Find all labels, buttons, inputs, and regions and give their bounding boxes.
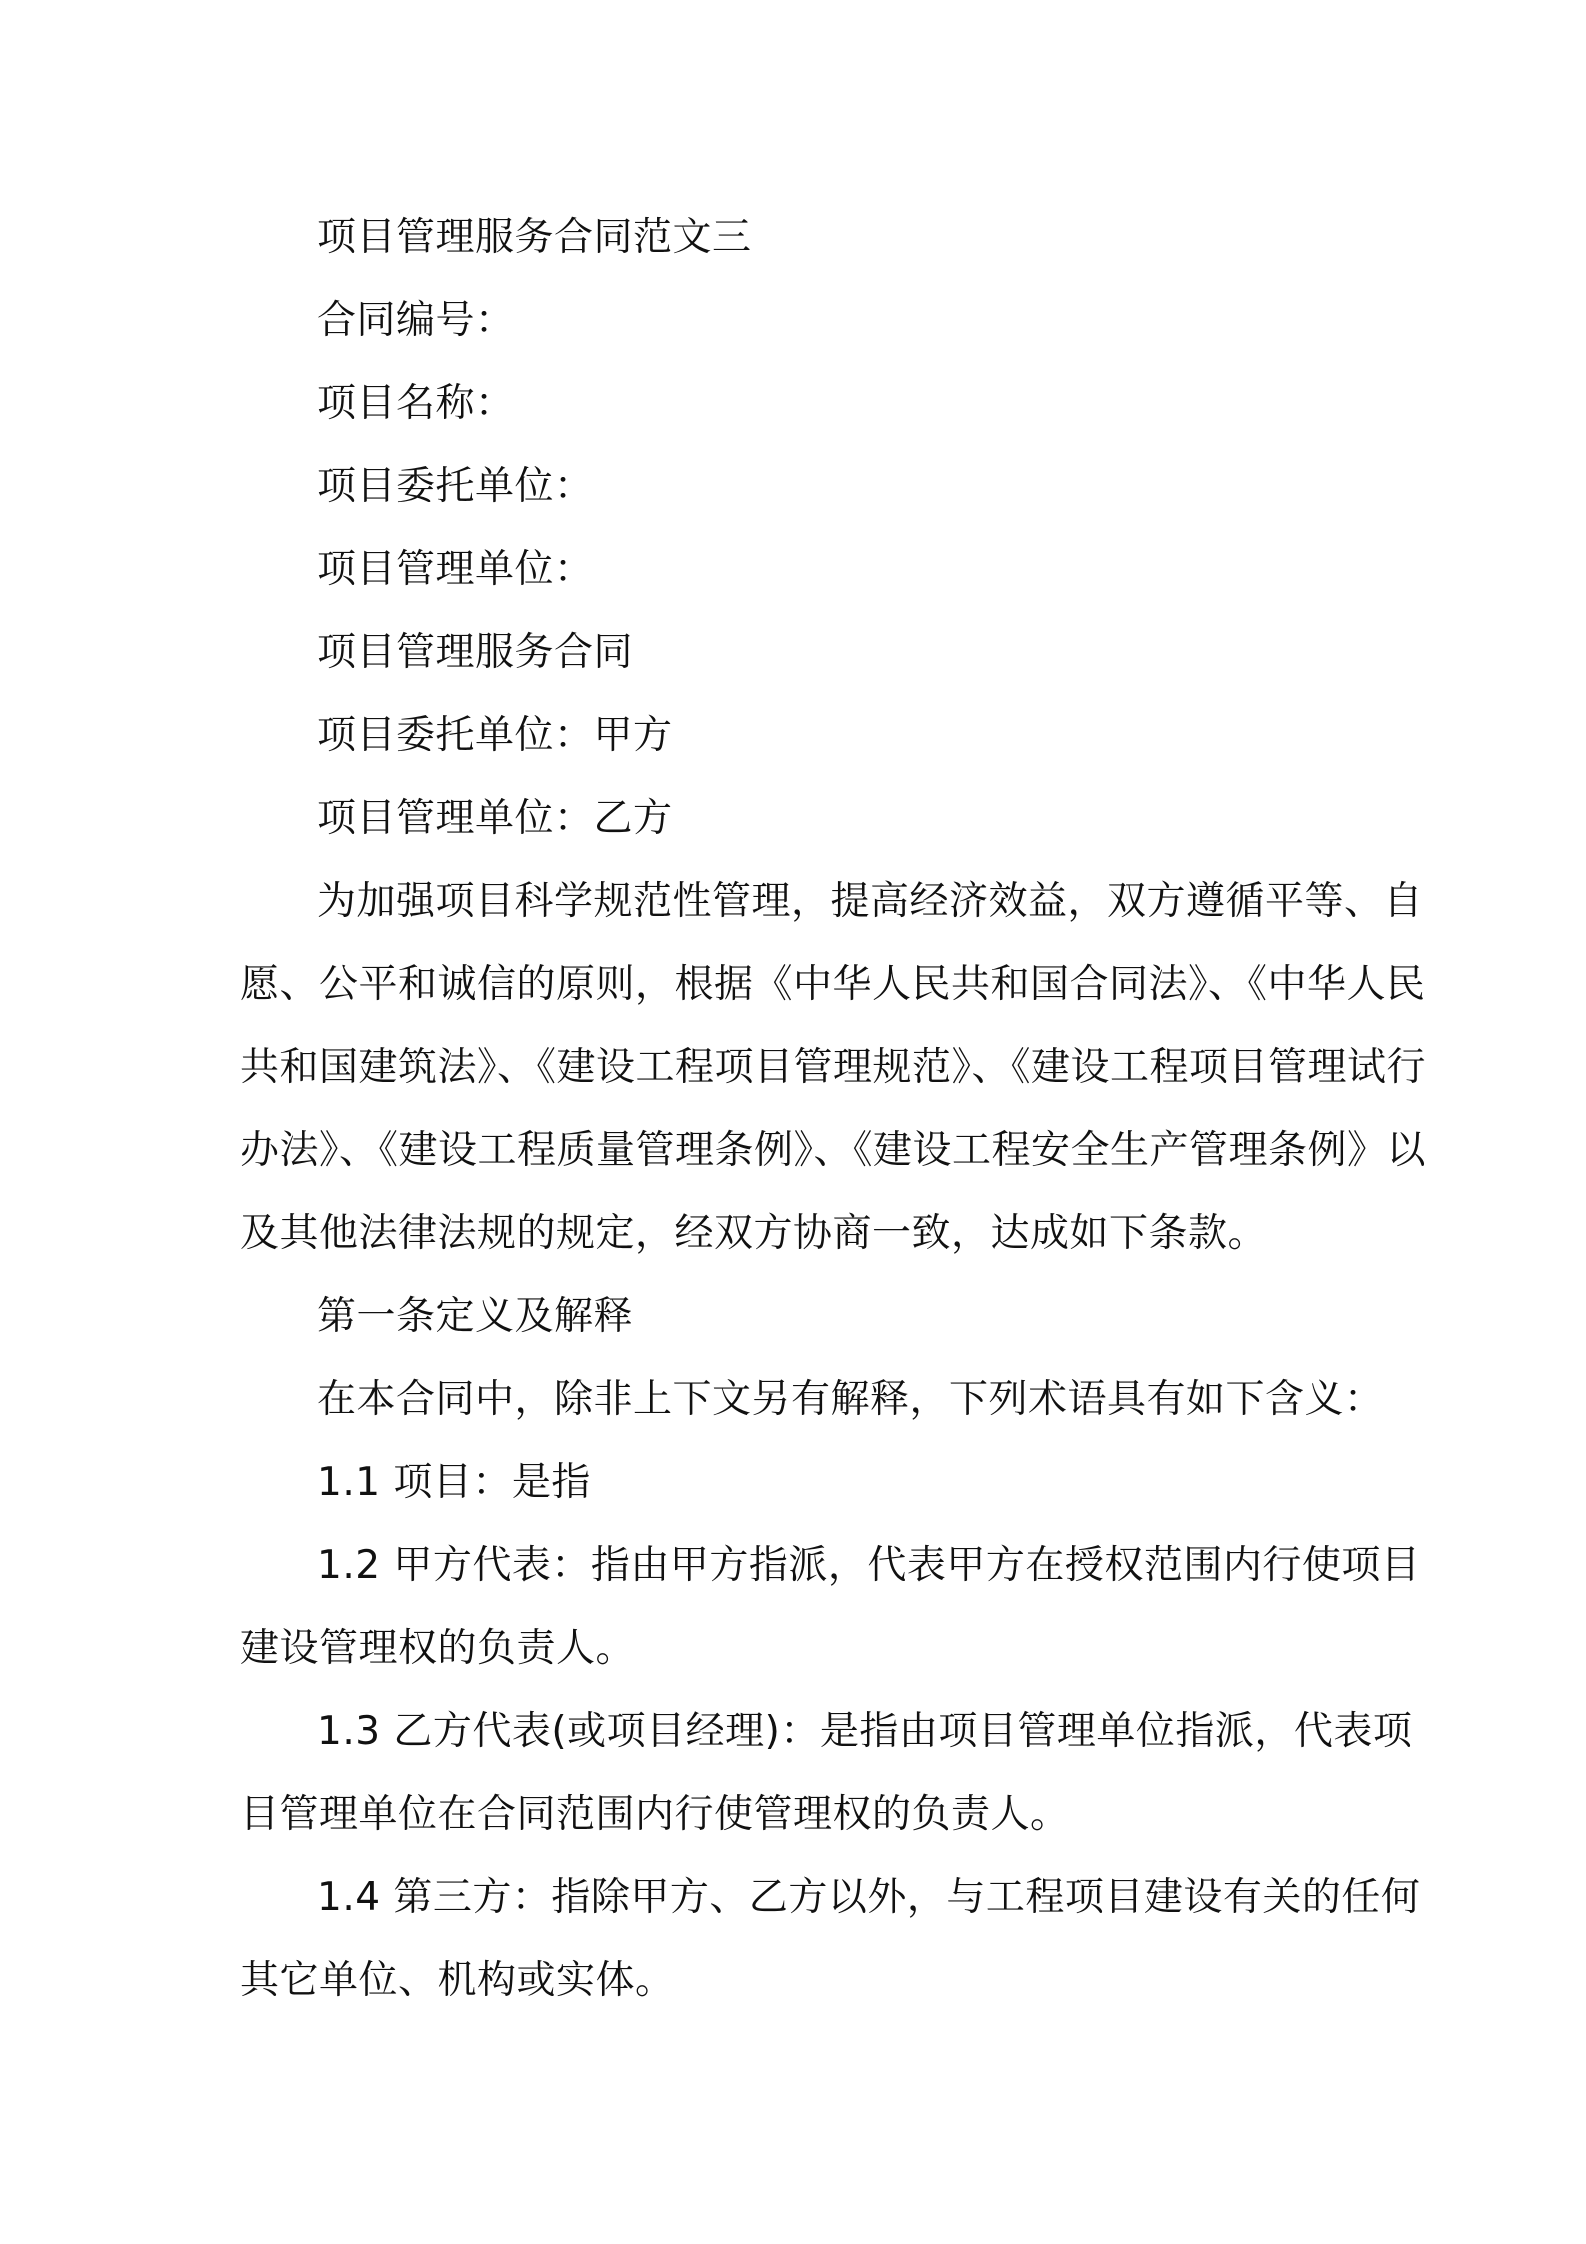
clause-1-1: 1.1 项目：是指 — [317, 1460, 591, 1505]
clause-1-4-line: 其它单位、机构或实体。 — [240, 1958, 675, 2003]
clause-1-3-line: 目管理单位在合同范围内行使管理权的负责人。 — [240, 1792, 1070, 1837]
clause-1-2-line: 建设管理权的负责人。 — [240, 1626, 636, 1671]
article-1-intro: 在本合同中，除非上下文另有解释，下列术语具有如下含义： — [317, 1377, 1384, 1422]
client-party-line: 项目委托单位：甲方 — [317, 713, 673, 758]
preamble-paragraph — [240, 860, 1427, 1275]
document-title: 项目管理服务合同范文三 — [317, 215, 752, 260]
client-unit-label: 项目委托单位： — [317, 464, 594, 509]
management-unit-label: 项目管理单位： — [317, 547, 594, 592]
clause-1-3-line: 1.3 乙方代表(或项目经理)：是指由项目管理单位指派，代表项 — [317, 1709, 1413, 1754]
clause-1-2-line: 1.2 甲方代表：指由甲方指派，代表甲方在授权范围内行使项目 — [317, 1543, 1421, 1588]
management-party-line: 项目管理单位：乙方 — [317, 796, 673, 841]
clause-1-4 — [240, 1856, 1421, 2022]
article-1-heading: 第一条定义及解释 — [317, 1294, 634, 1339]
contract-heading: 项目管理服务合同 — [317, 630, 634, 675]
preamble-line: 愿、公平和诚信的原则，根据《中华人民共和国合同法》、《中华人民 — [240, 962, 1426, 1007]
clause-1-3 — [240, 1690, 1413, 1856]
preamble-line: 为加强项目科学规范性管理，提高经济效益，双方遵循平等、自 — [317, 879, 1424, 924]
project-name-label: 项目名称： — [317, 381, 515, 426]
contract-number-label: 合同编号： — [317, 298, 515, 343]
document-body — [240, 196, 1427, 2022]
preamble-line: 办法》、《建设工程质量管理条例》、《建设工程安全生产管理条例》以 — [240, 1128, 1427, 1173]
preamble-line: 共和国建筑法》、《建设工程项目管理规范》、《建设工程项目管理试行 — [240, 1045, 1427, 1090]
clause-1-2 — [240, 1524, 1421, 1690]
clause-1-4-line: 1.4 第三方：指除甲方、乙方以外，与工程项目建设有关的任何 — [317, 1875, 1421, 1920]
preamble-line: 及其他法律法规的规定，经双方协商一致，达成如下条款。 — [240, 1211, 1268, 1256]
